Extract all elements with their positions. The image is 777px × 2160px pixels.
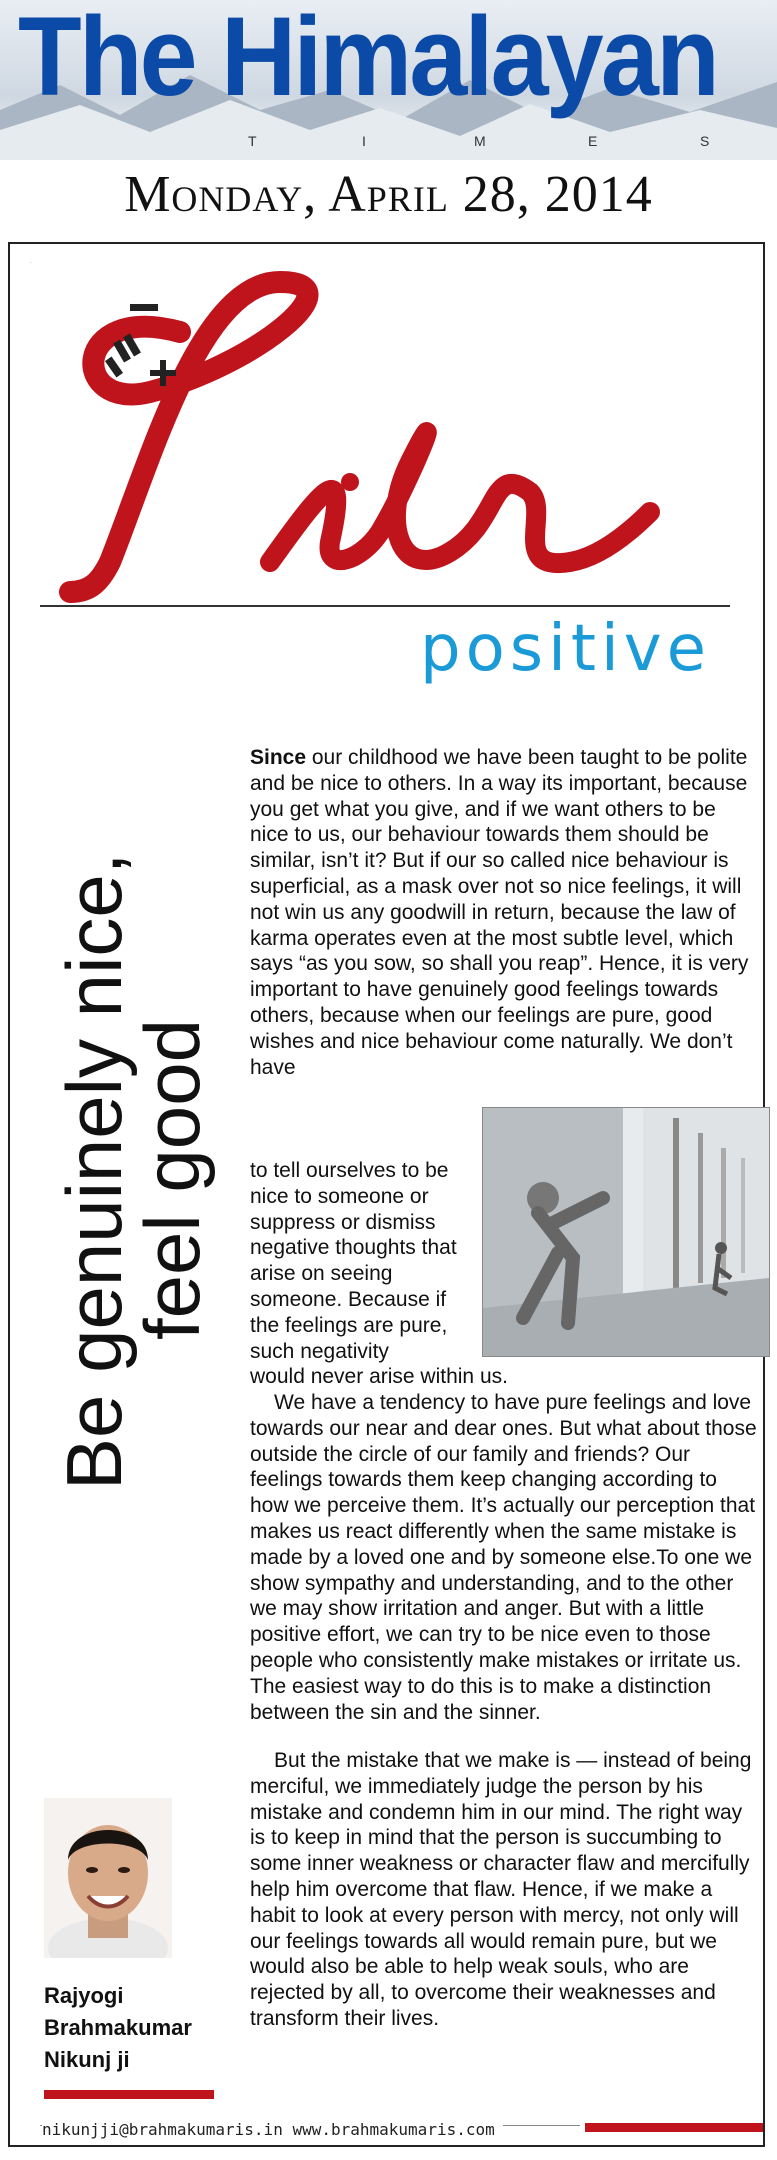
paragraph-1-part-3: would never arise within us. bbox=[250, 1365, 508, 1388]
section-tagline: positive bbox=[420, 612, 712, 686]
headline-line-2: feel good bbox=[128, 1019, 216, 1340]
masthead-letter: M bbox=[474, 133, 486, 149]
masthead-title: The Himalayan bbox=[18, 0, 717, 119]
masthead-subtitle bbox=[0, 133, 777, 157]
section-name: Life bbox=[30, 263, 32, 264]
logo-rule bbox=[40, 605, 730, 607]
article-illustration bbox=[482, 1107, 770, 1357]
masthead-letter: S bbox=[700, 133, 710, 149]
paragraph-1-part-1: our childhood we have been taught to be polite and be nice to others. In a way its important, because you get what you give, and if we want others to be nice to us, our behaviour towards them should be similar, isn’t it? But if our so called nice behaviour is superficial, as a mask over not so nice feelings, it will not win us any goodwill in return, because the law of karma operates even at the most subtle level, which says “as you sow, so shall you reap”. Hence, it is very important to have genuinely good feelings towards others, because when our feelings are pure, good wishes and nice behaviour come naturally. We don’t have bbox=[250, 746, 749, 1079]
lead-word: Since bbox=[250, 746, 307, 769]
article-paragraph-3: But the mistake that we make is — instead of being merciful, we immediately judge the person by his mistake and condemn him in our mind. The right way is to keep in mind that the person is succumbing to some inner weakness or character flaw and mercifully help him overcome that flaw. Hence, if we make a habit to look at every person with mercy, not only will our feelings towards all would remain pure, but we would also be able to help weak souls, who are rejected by all, to overcome their weaknesses and transform their lives. bbox=[250, 1749, 752, 2030]
author-name bbox=[44, 1980, 192, 2076]
masthead-letter: T bbox=[248, 133, 257, 149]
footer-contact: nikunjji@brahmakumaris.in www.brahmakumaris.com bbox=[42, 2120, 503, 2139]
accent-bar bbox=[585, 2123, 763, 2132]
logo-sign-plus: + bbox=[160, 382, 161, 383]
masthead bbox=[0, 0, 777, 160]
avatar bbox=[44, 1798, 172, 1958]
masthead-letter: E bbox=[588, 133, 598, 149]
paragraph-1-part-2: to tell ourselves to be nice to someone or suppress or dismiss negative thoughts that arise on seeing someone. Because if the feelings are pure, such negativity bbox=[250, 1159, 457, 1363]
dateline: Monday, April 28, 2014 bbox=[124, 166, 653, 223]
headline bbox=[50, 690, 216, 1490]
author-photo bbox=[44, 1798, 172, 1958]
person-against-wall-illustration bbox=[483, 1108, 769, 1356]
author-name-line: Brahmakumar bbox=[44, 2015, 192, 2040]
article-paragraph-2: We have a tendency to have pure feelings and love towards our near and dear ones. But what about those outside the circle of our family and friends? Our feelings towards them keep changing according to how we perceive them. It’s actually our perception that makes us react differently when the same mistake is made by a loved one and by someone else.To one we show sympathy and understanding, and to the other we may show irritation and anger. But with a little positive effort, we can try to be nice even to those people who consistently make mistakes or irritate us. The easiest way to do this is to make a distinction between the sin and the sinner. bbox=[250, 1391, 757, 1724]
author-name-line: Nikunj ji bbox=[44, 2047, 130, 2072]
masthead-letter: I bbox=[362, 133, 366, 149]
life-logo bbox=[30, 262, 750, 607]
author-name-line: Rajyogi bbox=[44, 1983, 124, 2008]
accent-bar bbox=[44, 2090, 214, 2099]
logo-sign-minus: − bbox=[134, 302, 135, 303]
article-paragraph-1 bbox=[250, 745, 760, 1080]
headline-line-1: Be genuinely nice, bbox=[50, 852, 138, 1490]
